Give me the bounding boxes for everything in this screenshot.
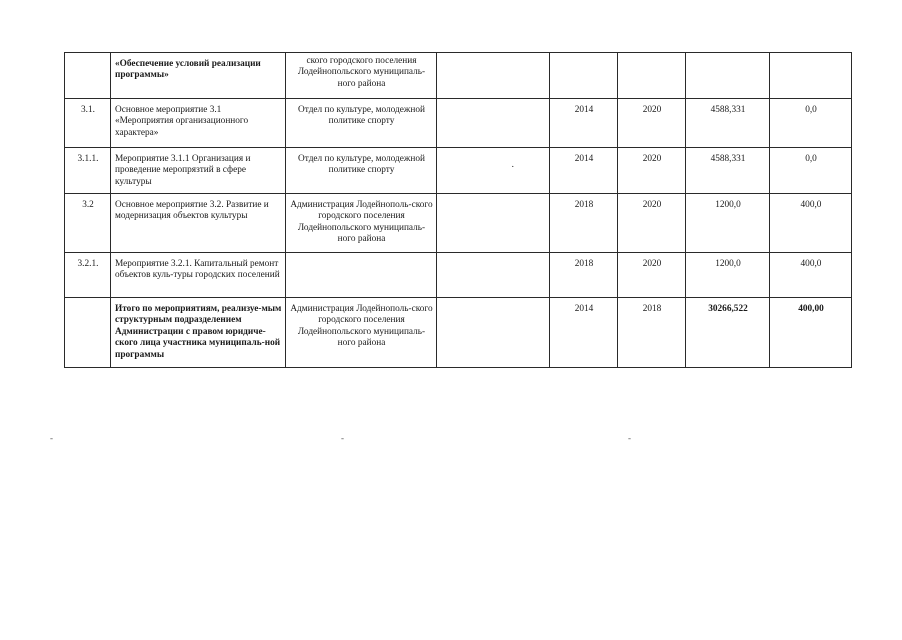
cell-total: 1200,0 [686,194,770,253]
cell-end-year: 2020 [618,253,686,298]
cell-start-year: 2018 [550,253,618,298]
cell-executor: Отдел по культуре, молодежной политике спорту [286,99,437,148]
cell-num [65,298,111,368]
cell-value: 400,0 [770,253,852,298]
cell-executor: Администрация Лодейнополь-ского городского поселения Лодейнопольского муниципаль-ного района [286,194,437,253]
cell-note: . [437,148,550,194]
cell-total: 4588,331 [686,148,770,194]
cell-executor [286,253,437,298]
table-row-3-1 [65,99,852,148]
cell-end-year: 2020 [618,194,686,253]
cell-name: Мероприятие 3.1.1 Организация и проведение меропрязтий в сфере культуры [111,148,286,194]
table-row-total [65,298,852,368]
table-row-continuation [65,53,852,99]
table-row-3-1-1 [65,148,852,194]
cell-start-year: 2018 [550,194,618,253]
cell-end-year: 2018 [618,298,686,368]
cell-executor: Администрация Лодейнополь-ского городского поселения Лодейнопольского муниципаль-ного района [286,298,437,368]
cell-name: Итого по мероприятиям, реализуе-мым структурным подразделением Администрации с правом юридиче-ского лица участника муниципаль-ной программы [111,298,286,368]
cell-value [770,53,852,99]
cell-value: 0,0 [770,99,852,148]
scan-mark: - [628,433,631,443]
scan-mark: - [50,433,53,443]
cell-note [437,298,550,368]
cell-start-year: 2014 [550,99,618,148]
cell-name: «Обеспечение условий реализации программы» [111,53,286,99]
cell-value: 400,00 [770,298,852,368]
cell-executor: Отдел по культуре, молодежной политике спорту [286,148,437,194]
cell-executor: ского городского поселения Лодейнопольского муниципаль-ного района [286,53,437,99]
cell-total [686,53,770,99]
cell-start-year: 2014 [550,298,618,368]
cell-start-year [550,53,618,99]
cell-num: 3.1. [65,99,111,148]
cell-total: 4588,331 [686,99,770,148]
cell-total: 1200,0 [686,253,770,298]
table-row-3-2 [65,194,852,253]
program-measures-table [64,52,852,368]
cell-note [437,194,550,253]
cell-num [65,53,111,99]
cell-end-year [618,53,686,99]
scan-mark: - [341,433,344,443]
cell-total: 30266,522 [686,298,770,368]
table-row-3-2-1 [65,253,852,298]
cell-num: 3.2.1. [65,253,111,298]
cell-name: Основное мероприятие 3.1 «Мероприятия организационного характера» [111,99,286,148]
cell-note [437,253,550,298]
cell-note [437,53,550,99]
cell-num: 3.1.1. [65,148,111,194]
cell-value: 0,0 [770,148,852,194]
cell-name: Мероприятие 3.2.1. Капитальный ремонт объектов куль-туры городских поселений [111,253,286,298]
cell-end-year: 2020 [618,148,686,194]
cell-note [437,99,550,148]
cell-end-year: 2020 [618,99,686,148]
cell-name: Основное мероприятие 3.2. Развитие и модернизация объектов культуры [111,194,286,253]
cell-num: 3.2 [65,194,111,253]
cell-start-year: 2014 [550,148,618,194]
cell-value: 400,0 [770,194,852,253]
